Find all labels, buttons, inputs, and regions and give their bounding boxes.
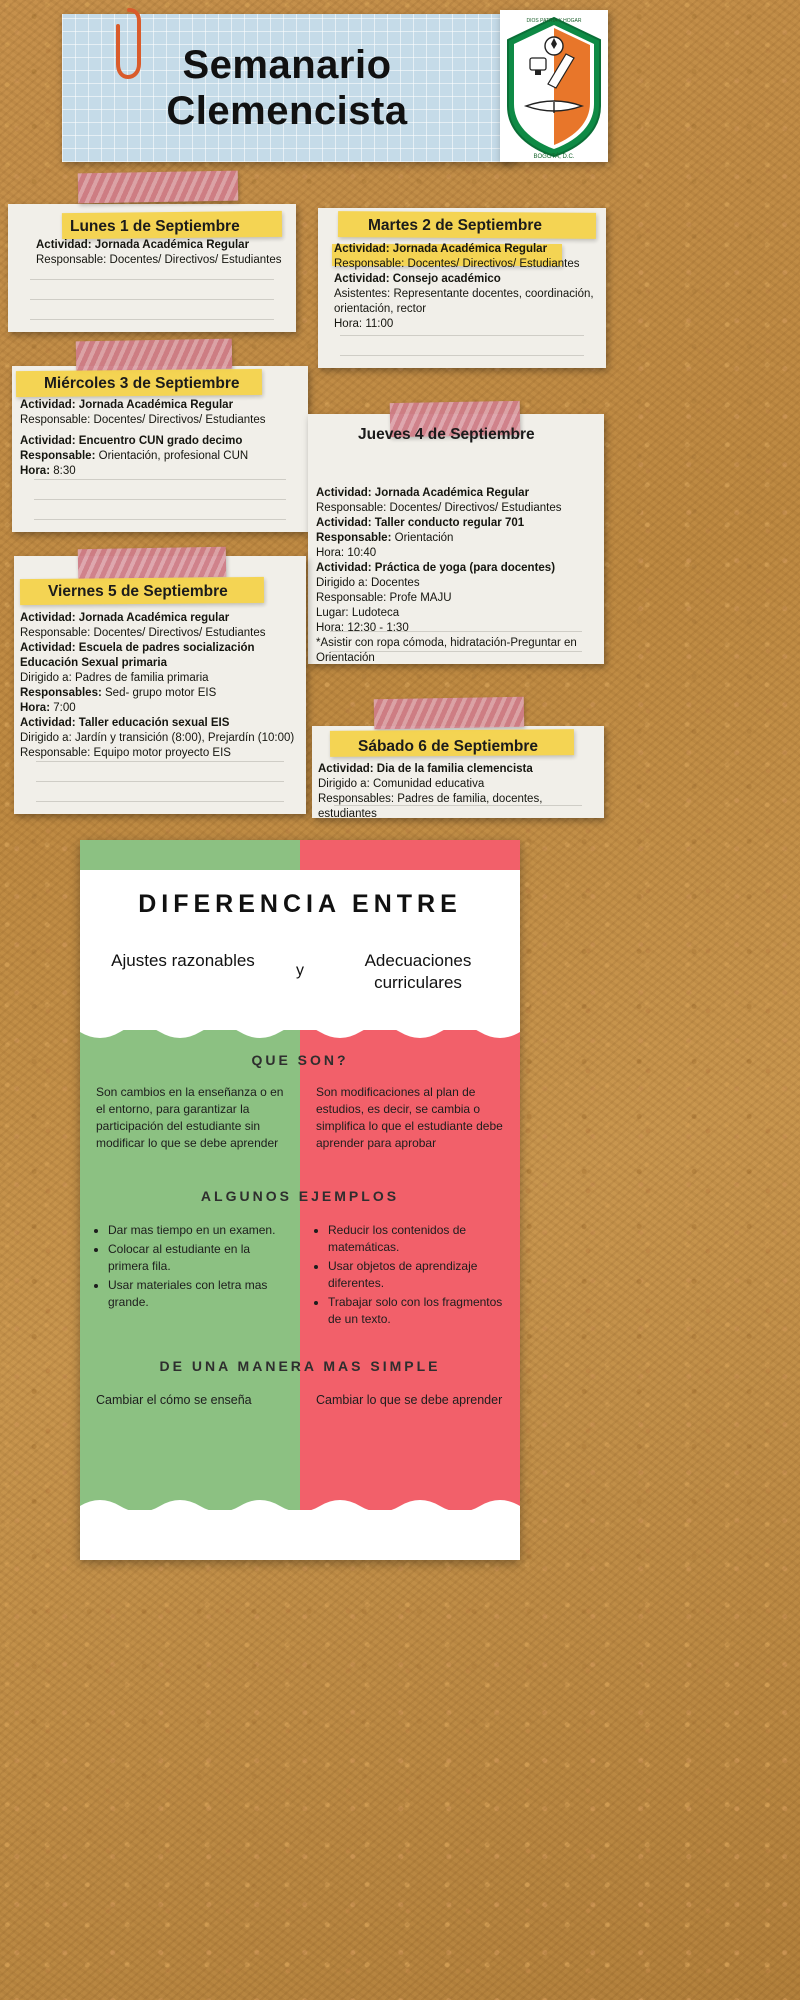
entry-value: Práctica de yoga (para docentes): [374, 562, 556, 574]
day-title-miercoles: Miércoles 3 de Septiembre: [44, 375, 240, 392]
entry-label: Actividad:: [20, 642, 76, 654]
infographic-right-subtitle: Adecuaciones curriculares: [364, 951, 472, 992]
entry-label: Hora:: [334, 318, 363, 330]
entry-value: Padres de familia, docentes, estudiantes: [318, 793, 543, 820]
entry-label: Actividad:: [318, 763, 374, 775]
entry-value: 7:00: [53, 702, 76, 714]
entry-label: Responsable:: [20, 747, 91, 759]
entry-value: Representante docentes, coordinación, orientación, rector: [334, 288, 594, 315]
entry-value: Dia de la familia clemencista: [376, 763, 533, 775]
entry-label: Responsable:: [334, 258, 405, 270]
tape-pink-lunes: [78, 171, 238, 204]
day-title-martes: Martes 2 de Septiembre: [368, 217, 543, 234]
entry-label: Hora:: [20, 702, 51, 714]
entry-value: 10:40: [347, 547, 377, 559]
list-item: • Usar materiales con letra mas grande.: [108, 1277, 288, 1311]
entry-label: Actividad:: [20, 399, 76, 411]
list-item: • Reducir los contenidos de matemáticas.: [328, 1222, 510, 1256]
entry-label: Responsable:: [36, 254, 107, 266]
entry-value: Jornada Académica Regular: [94, 239, 250, 251]
list-item: • Dar mas tiempo en un examen.: [108, 1222, 288, 1239]
paperclip-icon: [116, 6, 142, 82]
entry-label: Actividad:: [20, 435, 76, 447]
right-definition: Son modificaciones al plan de estudios, es decir, se cambia o simplifica lo que el estudiante debe aprender para aprobar: [316, 1085, 503, 1150]
entry-label: Responsable:: [316, 502, 387, 514]
entry-value: Docentes/ Directivos/ Estudiantes: [109, 254, 282, 266]
infographic-left-subtitle: Ajustes razonables: [111, 951, 255, 970]
day-title-jueves: Jueves 4 de Septiembre: [358, 426, 535, 443]
entry-value: 12:30 - 1:30: [347, 622, 409, 634]
entry-label: Dirigido a:: [316, 577, 368, 589]
section-title-que-son: QUE SON?: [251, 1052, 349, 1068]
svg-text:DIOS PATRIA Y HOGAR: DIOS PATRIA Y HOGAR: [526, 18, 582, 24]
entry-value: Jornada Académica regular: [78, 612, 230, 624]
infographic-card: [80, 840, 520, 1560]
left-simple: Cambiar el cómo se enseña: [96, 1393, 252, 1407]
entry-label: Asistentes:: [334, 288, 391, 300]
entry-label: Responsables:: [20, 687, 102, 699]
entry-label: Actividad:: [334, 273, 390, 285]
entry-value: 11:00: [365, 318, 394, 330]
entry-label: Hora:: [316, 622, 345, 634]
entry-value: Docentes/ Directivos/ Estudiantes: [93, 627, 266, 639]
entry-label: Responsable:: [20, 450, 96, 462]
entry-value: Ludoteca: [351, 607, 400, 619]
entry-label: Responsable:: [20, 414, 91, 426]
tape-pink-sabado: [374, 697, 525, 730]
entry-label: Responsable:: [20, 627, 91, 639]
entry-value: Jardín y transición (8:00), Prejardín (10:00): [74, 732, 295, 744]
entry-label: Actividad:: [316, 487, 372, 499]
svg-text:BOGOTÁ, D.C.: BOGOTÁ, D.C.: [533, 154, 575, 160]
entry-value: Consejo académico: [392, 273, 501, 285]
entry-label: Lugar:: [316, 607, 349, 619]
left-examples: [92, 1222, 288, 1313]
entry-value: Encuentro CUN grado decimo: [78, 435, 243, 447]
list-item: • Colocar al estudiante en la primera fila.: [108, 1241, 288, 1275]
entry-value: Equipo motor proyecto EIS: [93, 747, 231, 759]
entry-label: Actividad:: [334, 243, 390, 255]
entry-value: Profe MAJU: [389, 592, 452, 604]
infographic-conjunction: y: [296, 962, 304, 979]
day-body-jueves: [316, 486, 598, 666]
entry-label: Hora:: [20, 465, 51, 477]
entry-label: Actividad:: [20, 717, 76, 729]
entry-value: Jornada Académica Regular: [374, 487, 530, 499]
entry-label: Responsable:: [316, 532, 392, 544]
section-title-simple: DE UNA MANERA MAS SIMPLE: [159, 1358, 441, 1374]
tape-pink-miercoles: [76, 339, 232, 372]
entry-label: Dirigido a:: [20, 672, 72, 684]
entry-note: *Asistir con ropa cómoda, hidratación-Preguntar en Orientación: [316, 637, 577, 664]
entry-label: Actividad:: [316, 517, 372, 529]
list-item: • Usar objetos de aprendizaje diferentes.: [328, 1258, 510, 1292]
day-body-viernes: [20, 611, 296, 761]
day-body-lunes: [36, 238, 286, 268]
section-title-ejemplos: ALGUNOS EJEMPLOS: [200, 1188, 400, 1204]
infographic-title: DIFERENCIA ENTRE: [138, 890, 462, 918]
infographic-footer-band: [80, 1510, 520, 1560]
entry-label: Dirigido a:: [318, 778, 370, 790]
entry-label: Hora:: [316, 547, 345, 559]
entry-label: Responsable:: [316, 592, 387, 604]
entry-value: Taller educación sexual EIS: [78, 717, 230, 729]
day-body-miercoles: [20, 398, 292, 479]
right-examples: [312, 1222, 510, 1330]
entry-value: Orientación, profesional CUN: [98, 450, 249, 462]
entry-value: Jornada Académica Regular: [392, 243, 548, 255]
entry-value: Docentes/ Directivos/ Estudiantes: [93, 414, 266, 426]
entry-label: Actividad:: [20, 612, 76, 624]
page-title-line1: Semanario: [182, 43, 392, 87]
day-body-sabado: [318, 762, 594, 822]
entry-label: Actividad:: [36, 239, 92, 251]
entry-value: Jornada Académica Regular: [78, 399, 234, 411]
wave-divider-top: [80, 1026, 520, 1044]
paper-lines: [30, 260, 274, 320]
entry-value: Docentes: [370, 577, 420, 589]
entry-value: Orientación: [394, 532, 454, 544]
page-title-line2: Clemencista: [166, 89, 408, 133]
entry-value: Docentes/ Directivos/ Estudiantes: [407, 258, 580, 270]
left-definition: Son cambios en la enseñanza o en el entorno, para garantizar la participación del estudiante sin modificar lo que se debe aprender: [96, 1085, 284, 1150]
day-title-lunes: Lunes 1 de Septiembre: [70, 218, 240, 235]
right-simple: Cambiar lo que se debe aprender: [316, 1393, 503, 1407]
entry-label: Responsables:: [318, 793, 395, 805]
entry-value: Padres de familia primaria: [74, 672, 209, 684]
day-body-martes: [334, 242, 596, 332]
list-item: • Trabajar solo con los fragmentos de un texto.: [328, 1294, 510, 1328]
entry-label: Dirigido a:: [20, 732, 72, 744]
entry-value: Sed- grupo motor EIS: [105, 687, 217, 699]
day-title-sabado: Sábado 6 de Septiembre: [358, 738, 539, 755]
entry-value: 8:30: [53, 465, 76, 477]
entry-label: Actividad:: [316, 562, 372, 574]
entry-value: Escuela de padres socialización Educación Sexual primaria: [20, 642, 255, 669]
entry-value: Taller conducto regular 701: [374, 517, 525, 529]
day-title-viernes: Viernes 5 de Septiembre: [48, 583, 228, 600]
entry-value: Docentes/ Directivos/ Estudiantes: [389, 502, 562, 514]
tape-pink-viernes: [78, 547, 227, 580]
school-crest-logo: [500, 10, 608, 162]
entry-value: Comunidad educativa: [372, 778, 485, 790]
